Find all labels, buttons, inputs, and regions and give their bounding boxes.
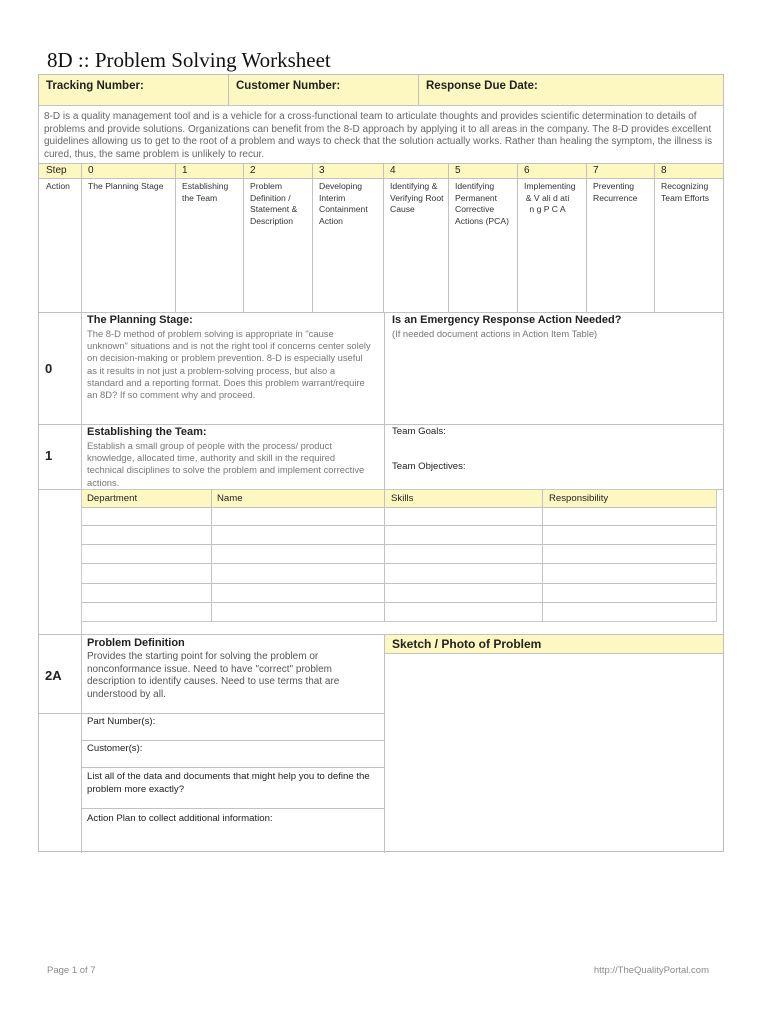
intro-paragraph: 8-D is a quality management tool and is a vehicle for a cross-functional team to articulate thoughts and provides scientific determination to details of problems and provide solutions. Organizations can benefit from the 8-D approach by applying it to all areas in the company. The 8-D provides excellent guidelines allowing us to get to the root of a problem and ways to check that the solution actually works. Rather than healing the symptom, the illness is cured, thus, the same problem is unlikely to recur. <box>44 111 713 160</box>
team-objectives-label: Team Objectives: <box>392 461 466 472</box>
data-documents-label: List all of the data and documents that might help you to define the problem more exactly? <box>87 771 370 795</box>
step-number-2: 2 <box>250 165 256 176</box>
sketch-photo-title: Sketch / Photo of Problem <box>392 637 542 651</box>
step-label: Step <box>46 165 67 176</box>
table-row[interactable] <box>86 508 206 525</box>
step-number-0: 0 <box>88 165 94 176</box>
step-row <box>39 164 723 178</box>
planning-stage-title: The Planning Stage: <box>87 314 193 326</box>
step-name-3: Developing Interim Containment Action <box>319 181 368 226</box>
worksheet <box>38 74 724 852</box>
name-column-header: Name <box>217 493 243 504</box>
table-row[interactable] <box>86 603 206 620</box>
part-numbers-label: Part Number(s): <box>87 716 156 727</box>
step-name-5: Identifying Permanent Corrective Actions (PCA) <box>455 181 509 226</box>
step-number-6: 6 <box>524 165 530 176</box>
step-number-8: 8 <box>661 165 667 176</box>
step-name-2: Problem Definition / Statement & Description <box>250 181 298 226</box>
step-number-4: 4 <box>390 165 396 176</box>
step-number-3: 3 <box>319 165 325 176</box>
customer-number-label: Customer Number: <box>236 80 341 92</box>
table-row[interactable] <box>86 584 206 601</box>
department-column-header: Department <box>87 493 138 504</box>
section-2a-number: 2A <box>45 668 62 683</box>
establishing-team-body: Establish a small group of people with the process/ product knowledge, allocated time, authority and skill in the required technical disciplines to solve the problem and implement corrective actions. <box>87 440 365 488</box>
action-plan-label: Action Plan to collect additional information: <box>87 813 273 824</box>
step-number-5: 5 <box>455 165 461 176</box>
part-numbers-field[interactable] <box>82 714 384 740</box>
step-name-4: Identifying & Verifying Root Cause <box>390 181 444 214</box>
page-title: 8D :: Problem Solving Worksheet <box>47 48 331 72</box>
emergency-response-note: (If needed document actions in Action Item Table) <box>392 328 598 339</box>
footer-url[interactable]: http://TheQualityPortal.com <box>593 965 709 976</box>
step-number-1: 1 <box>182 165 188 176</box>
step-name-8: Recognizing Team Efforts <box>661 181 710 203</box>
establishing-team-title: Establishing the Team: <box>87 426 207 438</box>
action-label: Action <box>46 181 70 191</box>
problem-definition-body: Provides the starting point for solving the problem or nonconformance issue. Need to have "correct" problem description to identify causes. Need to use terms that are understood by all. <box>87 651 340 700</box>
step-name-7: Preventing Recurrence <box>593 181 638 203</box>
customers-field[interactable] <box>82 741 384 767</box>
response-due-date-label: Response Due Date: <box>426 80 538 92</box>
table-row[interactable] <box>86 564 206 581</box>
sketch-photo-area[interactable] <box>386 654 723 852</box>
step-name-1: Establishing the Team <box>182 181 229 203</box>
step-name-0: The Planning Stage <box>88 181 164 191</box>
action-plan-field[interactable] <box>82 809 384 852</box>
team-goals-label: Team Goals: <box>392 426 446 437</box>
responsibility-column-header: Responsibility <box>549 493 609 504</box>
customers-label: Customer(s): <box>87 743 143 754</box>
problem-definition-title: Problem Definition <box>87 637 185 649</box>
planning-stage-body: The 8-D method of problem solving is appropriate in "cause unknown" situations and is not the right tool if concerns center solely on decision-making or problem prevention. 8-D is especially useful as it results in not just a problem-solving process, but also a standard and a reporting format. Does this problem warrant/require an 8D? If so comment why and proceed. <box>87 328 371 401</box>
step-name-6: Implementing & V ali d ati n g P C A <box>524 181 576 214</box>
page-number: Page 1 of 7 <box>47 965 96 976</box>
skills-column-header: Skills <box>391 493 414 504</box>
section-1-number: 1 <box>45 448 53 463</box>
tracking-number-label: Tracking Number: <box>46 80 144 92</box>
step-number-7: 7 <box>593 165 599 176</box>
table-row[interactable] <box>86 526 206 543</box>
data-documents-field[interactable] <box>82 768 384 808</box>
emergency-response-title: Is an Emergency Response Action Needed? <box>392 314 622 326</box>
table-row[interactable] <box>86 545 206 562</box>
section-0-number: 0 <box>45 361 53 376</box>
